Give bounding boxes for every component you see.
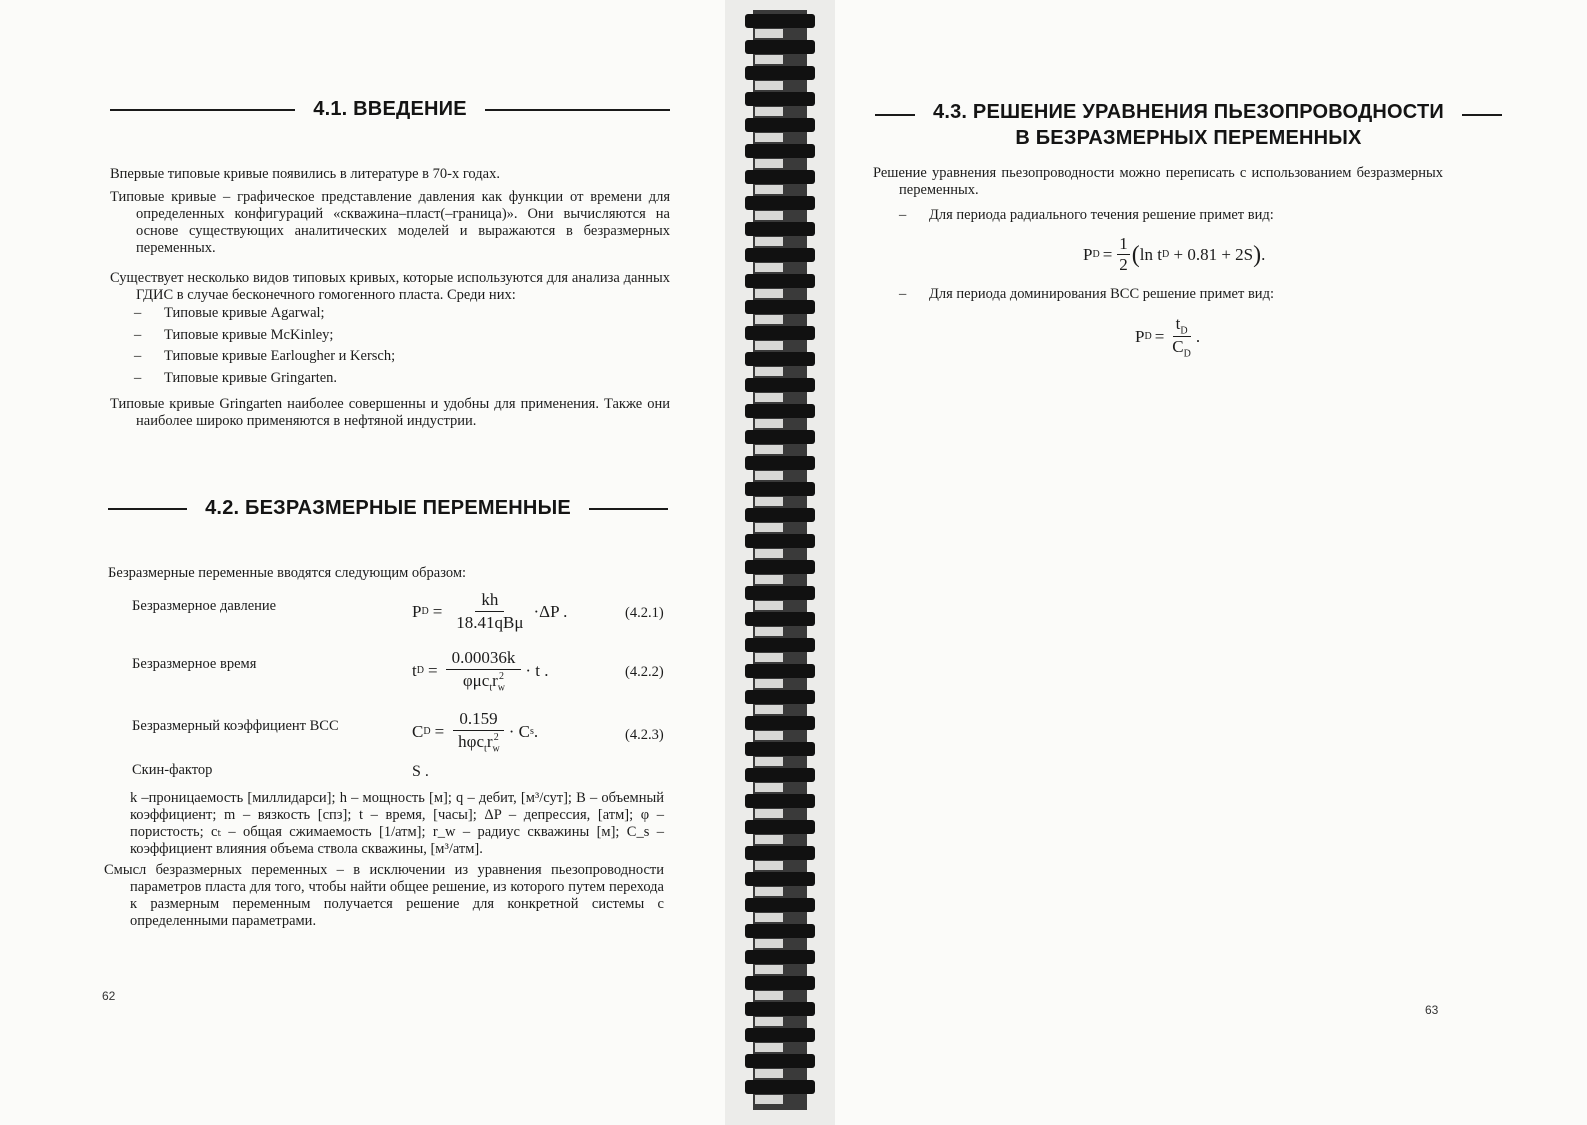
section-heading-4-3 [875, 99, 1443, 151]
heading-text: 4.2. БЕЗРАЗМЕРНЫЕ ПЕРЕМЕННЫЕ [205, 497, 571, 519]
binding-ring [745, 1080, 815, 1094]
ring-gap [755, 263, 783, 272]
binding-ring [745, 664, 815, 678]
equation-number: (4.2.1) [625, 605, 664, 621]
intro-paragraph-3: Существует несколько видов типовых кривых, которые используются для анализа данных ГДИС в случае бесконечного гомогенного пласта. Среди них: [110, 270, 670, 303]
formula-subscript: D [421, 606, 429, 617]
fraction [1169, 314, 1194, 360]
equation-number: (4.2.3) [625, 727, 664, 743]
ring-gap [755, 861, 783, 870]
binding-ring [745, 196, 815, 210]
heading-text: 4.1. ВВЕДЕНИЕ [313, 98, 467, 120]
heading-rule [485, 109, 670, 111]
ring-gap [755, 939, 783, 948]
units-paragraph: k –проницаемость [миллидарси]; h – мощность [м]; q – дебит, [м³/сут]; B – объемный коэффициент; m – вязкость [спз]; t – время, [часы]; ΔP – депрессия, [атм]; φ – пористость; cₜ – общая сжимаемость [1/атм]; r_w – радиус скважины [м]; C_s – коэффициент влияния объема ствола скважины, [м³/атм]. [130, 790, 664, 857]
denominator: 18.41qBμ [456, 613, 524, 632]
binding-ring [745, 1002, 815, 1016]
heading-rule [108, 508, 187, 510]
ring-gap [755, 913, 783, 922]
ring-gap [755, 29, 783, 38]
fraction [1117, 234, 1130, 275]
heading-text [915, 99, 1462, 151]
ring-gap [755, 419, 783, 428]
denominator: $C_D$ [1172, 337, 1191, 360]
formula-dimensionless-pressure: P D = $\frac{kh}{\text{18.41qBμ}}$ ·ΔP . [412, 590, 568, 632]
ring-gap [755, 835, 783, 844]
binding-ring [745, 794, 815, 808]
heading-rule [1462, 114, 1502, 116]
intro-paragraph-1: Впервые типовые кривые появились в литературе в 70-х годах. [110, 166, 500, 182]
binding-ring [745, 612, 815, 626]
ring-gap [755, 653, 783, 662]
definition-label-wbs-coefficient: Безразмерный коэффициент ВСС [132, 718, 339, 734]
formula-dimensionless-time: t D = $\frac{0.00036k}{\varphi\mu c_tr_w^2}$ · t . [412, 648, 549, 694]
heading-rule [110, 109, 295, 111]
list-item: – Для периода радиального течения решение примет вид: [899, 205, 1419, 227]
formula-skin: S . [412, 763, 429, 780]
denominator: 2 [1119, 255, 1128, 274]
ring-gap [755, 783, 783, 792]
binding-ring [745, 872, 815, 886]
formula-subscript: D [416, 665, 424, 677]
binding-ring [745, 924, 815, 938]
formula-lhs: C [412, 721, 424, 741]
binding-ring [745, 222, 815, 236]
binding-ring [745, 716, 815, 730]
fraction [450, 590, 529, 633]
binding-ring [745, 586, 815, 600]
numerator: 0.00036k [446, 648, 522, 670]
ring-gap [755, 757, 783, 766]
ring-gap [755, 991, 783, 1000]
ring-gap [755, 627, 783, 636]
list-item: – Для периода доминирования ВСС решение примет вид: [899, 284, 1419, 306]
meaning-paragraph: Смысл безразмерных переменных – в исключении из уравнения пьезопроводности параметров пласта для того, чтобы найти общее решение, из которого путем перехода к размерным переменным получается решение для конкретной системы с определенными параметрами. [104, 862, 664, 929]
binding-ring [745, 846, 815, 860]
left-page [0, 0, 725, 1125]
formula-radial-solution: P D = $\frac{1}{2}$ ( ln t D + 0.81 + 2S ) . [1083, 234, 1266, 274]
numerator: 1 [1119, 234, 1128, 253]
ring-gap [755, 809, 783, 818]
heading-rule [875, 114, 915, 116]
binding-ring [745, 118, 815, 132]
right-page [835, 0, 1587, 1125]
binding-ring [745, 1028, 815, 1042]
ring-gap [755, 965, 783, 974]
ring-gap [755, 289, 783, 298]
ring-gap [755, 185, 783, 194]
denominator: $\varphi\mu c_tr_w^2$ [462, 671, 506, 694]
binding-ring [745, 248, 815, 262]
formula-dimensionless-wbs: C D = $\frac{0.159}{h\varphi c_tr_w^2}$ · C s . [412, 709, 539, 755]
ring-gap [755, 601, 783, 610]
binding-ring [745, 40, 815, 54]
binding-ring [745, 300, 815, 314]
radial-period-item [899, 205, 1419, 227]
binding-ring [745, 66, 815, 80]
binding-ring [745, 482, 815, 496]
dimensionless-intro: Безразмерные переменные вводятся следующим образом: [108, 565, 467, 581]
binding-ring [745, 456, 815, 470]
binding-ring [745, 404, 815, 418]
formula-wbs-solution: P D = $\frac{t_D}{C_D}$ . [1135, 314, 1201, 360]
binding-ring [745, 534, 815, 548]
ring-gap [755, 575, 783, 584]
equation-number: (4.2.2) [625, 664, 664, 680]
ring-gap [755, 133, 783, 142]
heading-rule [589, 508, 668, 510]
binding-ring [745, 768, 815, 782]
fraction [446, 648, 522, 693]
binding-ring [745, 976, 815, 990]
binding-ring [745, 352, 815, 366]
ring-gap [755, 445, 783, 454]
binding-ring [745, 14, 815, 28]
ring-gap [755, 1069, 783, 1078]
ring-gap [755, 107, 783, 116]
ring-gap [755, 367, 783, 376]
binding-ring [745, 378, 815, 392]
binding-ring [745, 898, 815, 912]
formula-lhs: P [412, 601, 422, 621]
binding-spine [745, 10, 815, 1110]
formula-tail: · t . [525, 660, 549, 680]
spiral-binding [725, 0, 835, 1125]
ring-gap [755, 549, 783, 558]
list-item: – Типовые кривые Gringarten. [134, 368, 634, 390]
ring-gap [755, 887, 783, 896]
binding-ring [745, 690, 815, 704]
formula-subscript: D [423, 726, 431, 738]
binding-ring [745, 638, 815, 652]
ring-gap [755, 81, 783, 90]
curve-types-list [134, 303, 634, 389]
list-item: – Типовые кривые Agarwal; [134, 303, 634, 325]
ring-gap [755, 497, 783, 506]
section-heading-4-2 [108, 497, 668, 520]
numerator: 0.159 [453, 709, 503, 731]
formula-tail: ·ΔP . [533, 601, 568, 621]
heading-line-2: В БЕЗРАЗМЕРНЫХ ПЕРЕМЕННЫХ [1015, 127, 1362, 149]
ring-gap [755, 1017, 783, 1026]
binding-ring [745, 560, 815, 574]
section-heading-4-1 [110, 98, 670, 121]
page-number: 62 [102, 989, 116, 1003]
binding-ring [745, 1054, 815, 1068]
ring-gap [755, 211, 783, 220]
ring-gap [755, 237, 783, 246]
ring-gap [755, 731, 783, 740]
ring-gap [755, 341, 783, 350]
binding-ring [745, 820, 815, 834]
ring-gap [755, 679, 783, 688]
list-item: – Типовые кривые McKinley; [134, 325, 634, 347]
ring-gap [755, 705, 783, 714]
ring-gap [755, 471, 783, 480]
solution-intro: Решение уравнения пьезопроводности можно переписать с использованием безразмерных переменных. [873, 165, 1443, 198]
intro-paragraph-4: Типовые кривые Gringarten наиболее совершенны и удобны для применения. Также они наиболее широко применяются в нефтяной индустрии. [110, 396, 670, 429]
fraction [452, 709, 505, 754]
ring-gap [755, 315, 783, 324]
definition-label-skin: Скин-фактор [132, 762, 213, 778]
numerator: $t_D$ [1173, 314, 1191, 337]
binding-ring [745, 742, 815, 756]
page-number: 63 [1425, 1003, 1439, 1017]
ring-gap [755, 393, 783, 402]
numerator: kh [475, 590, 504, 612]
binding-ring [745, 92, 815, 106]
ring-gap [755, 1095, 783, 1104]
binding-ring [745, 326, 815, 340]
binding-ring [745, 950, 815, 964]
list-item: – Типовые кривые Earlougher и Kersch; [134, 346, 634, 368]
binding-ring [745, 508, 815, 522]
binding-ring [745, 274, 815, 288]
ring-gap [755, 523, 783, 532]
definition-label-time: Безразмерное время [132, 656, 257, 672]
ring-gap [755, 1043, 783, 1052]
intro-paragraph-2: Типовые кривые – графическое представление давления как функции от времени для определенных конфигураций «скважина–пласт(–граница)». Они вычисляются на основе существующих аналитических моделей и выражаются в безразмерных переменных. [110, 189, 670, 256]
ring-gap [755, 55, 783, 64]
heading-line-1: 4.3. РЕШЕНИЕ УРАВНЕНИЯ ПЬЕЗОПРОВОДНОСТИ [933, 101, 1444, 123]
binding-ring [745, 144, 815, 158]
binding-ring [745, 170, 815, 184]
formula-tail: · C [508, 721, 530, 741]
denominator: $h\varphi c_tr_w^2$ [458, 732, 500, 755]
definition-label-pressure: Безразмерное давление [132, 598, 277, 614]
formula-lhs: t [412, 660, 417, 680]
binding-ring [745, 430, 815, 444]
ring-gap [755, 159, 783, 168]
wbs-period-item [899, 284, 1419, 306]
